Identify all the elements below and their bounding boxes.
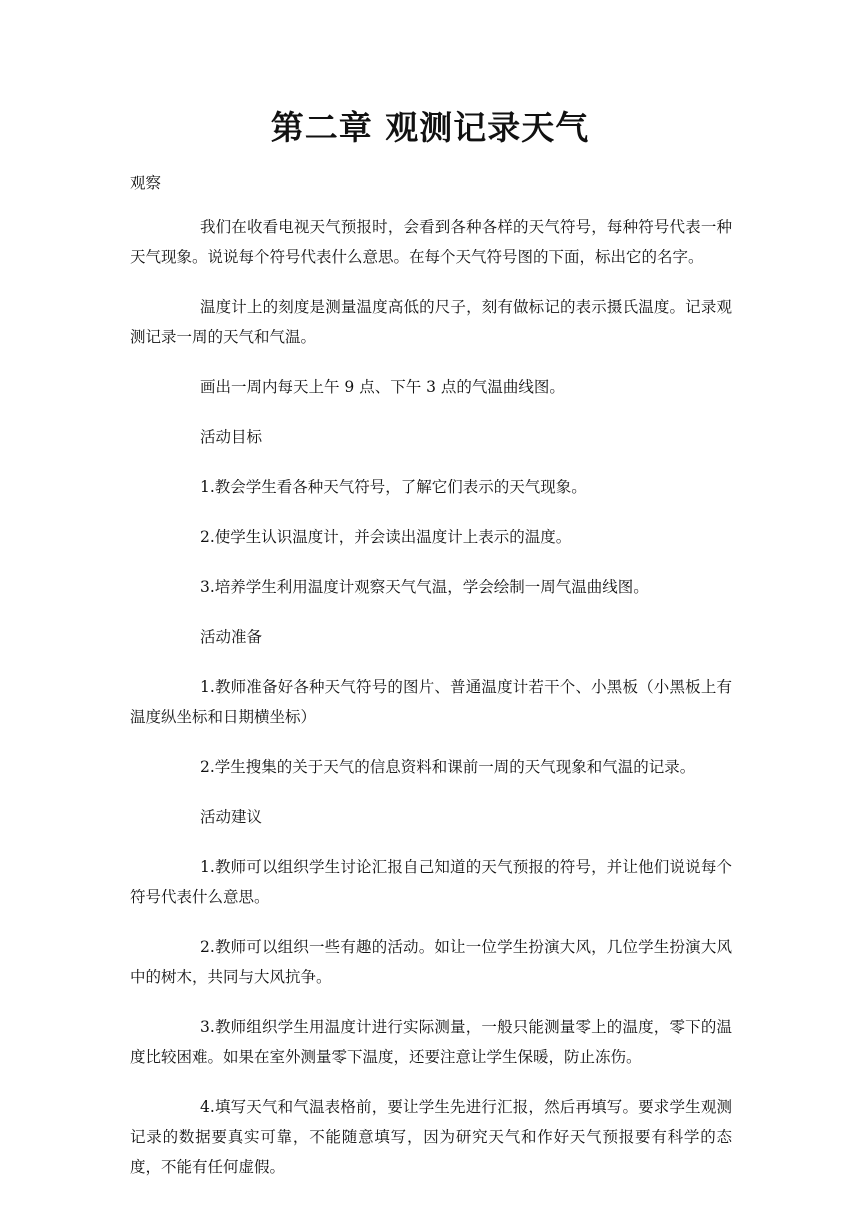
goal-item: 2.使学生认识温度计，并会读出温度计上表示的温度。: [200, 528, 572, 546]
intro-paragraph: 我们在收看电视天气预报时，会看到各种各样的天气符号，每种符号代表一种天气现象。说说每个符号代表什么意思。在每个天气符号图的下面，标出它的名字。: [130, 218, 732, 266]
goal-item: 3.培养学生利用温度计观察天气气温，学会绘制一周气温曲线图。: [200, 578, 649, 596]
goal-item: 1.教会学生看各种天气符号，了解它们表示的天气现象。: [200, 478, 587, 496]
section-label: 观察: [130, 174, 162, 192]
page-title: 第二章 观测记录天气: [270, 108, 590, 147]
intro-paragraph: 画出一周内每天上午 9 点、下午 3 点的气温曲线图。: [200, 378, 565, 396]
preparation-item: 2.学生搜集的关于天气的信息资料和课前一周的天气现象和气温的记录。: [200, 758, 696, 776]
suggestion-item: 4.填写天气和气温表格前，要让学生先进行汇报，然后再填写。要求学生观测记录的数据要真实可靠，不能随意填写，因为研究天气和作好天气预报要有科学的态度，不能有任何虚假。: [130, 1098, 732, 1176]
preparation-item: 1.教师准备好各种天气符号的图片、普通温度计若干个、小黑板（小黑板上有温度纵坐标和日期横坐标）: [130, 678, 732, 726]
suggestion-item: 2.教师可以组织一些有趣的活动。如让一位学生扮演大风，几位学生扮演大风中的树木，共同与大风抗争。: [130, 938, 732, 986]
intro-paragraph: 温度计上的刻度是测量温度高低的尺子，刻有做标记的表示摄氏温度。记录观测记录一周的天气和气温。: [130, 298, 732, 346]
suggestion-item: 1.教师可以组织学生讨论汇报自己知道的天气预报的符号，并让他们说说每个符号代表什么意思。: [130, 858, 732, 906]
suggestion-item: 3.教师组织学生用温度计进行实际测量，一般只能测量零上的温度，零下的温度比较困难。如果在室外测量零下温度，还要注意让学生保暖，防止冻伤。: [130, 1018, 732, 1066]
goals-heading: 活动目标: [200, 428, 263, 446]
suggestions-heading: 活动建议: [200, 808, 263, 826]
document-body: [130, 168, 732, 1202]
preparation-heading: 活动准备: [200, 628, 263, 646]
